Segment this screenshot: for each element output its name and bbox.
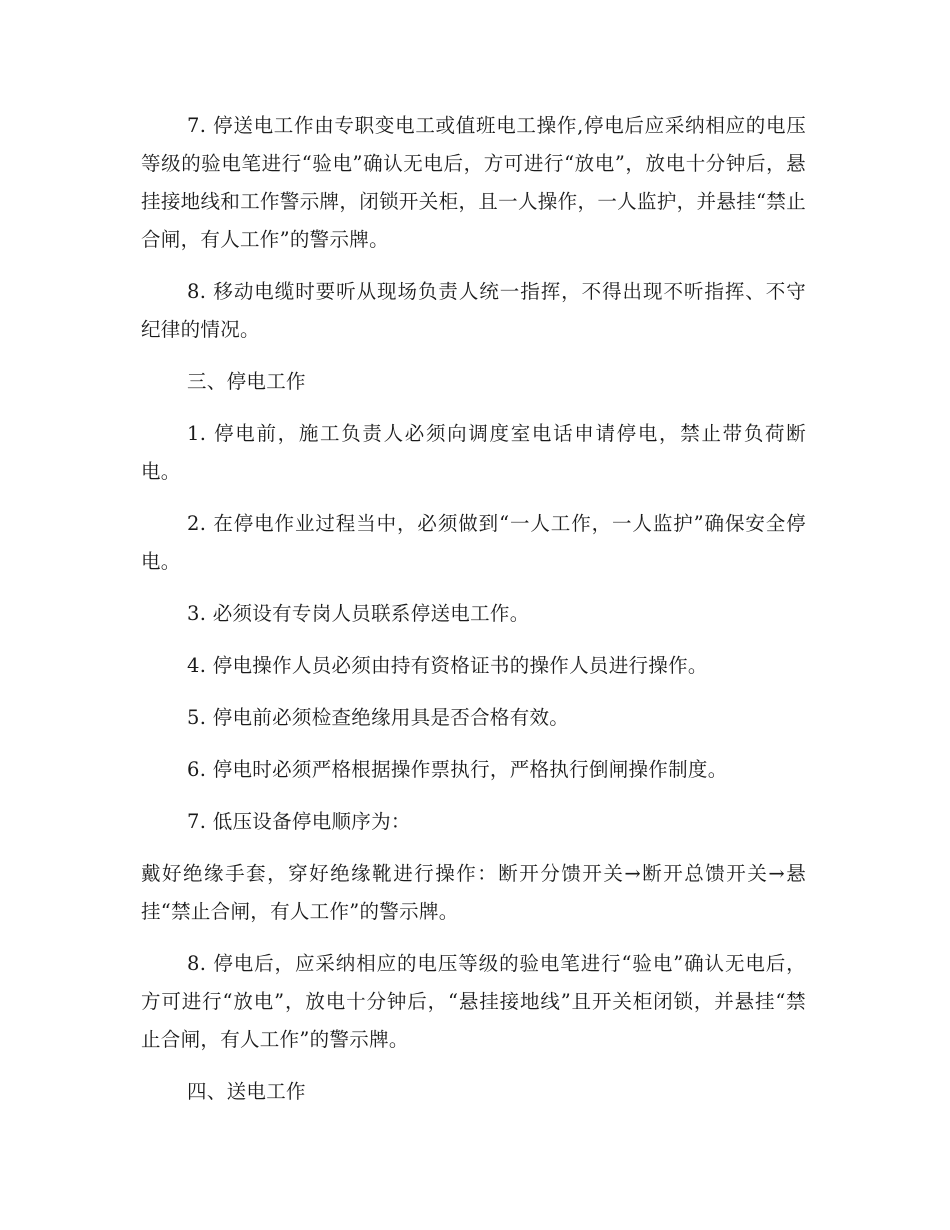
- paragraph-item-7-power-operation: 7. 停送电工作由专职变电工或值班电工操作,停电后应采纳相应的电压等级的验电笔进行“验电”确认无电后，方可进行“放电”，放电十分钟后，悬挂接地线和工作警示牌，闭锁开关柜，且一人操作，一人监护，并悬挂“禁止合闸，有人工作”的警示牌。: [141, 114, 806, 251]
- section-heading-power-on: 四、送电工作: [187, 1080, 306, 1103]
- paragraph-item-7-detail: 戴好绝缘手套，穿好绝缘靴进行操作：断开分馈开关→断开总馈开关→悬挂“禁止合闸，有人工作”的警示牌。: [141, 862, 806, 923]
- paragraph-item-4: 4. 停电操作人员必须由持有资格证书的操作人员进行操作。: [187, 654, 708, 677]
- paragraph-item-5: 5. 停电前必须检查绝缘用具是否合格有效。: [187, 706, 570, 729]
- paragraph-item-6: 6. 停电时必须严格根据操作票执行，严格执行倒闸操作制度。: [187, 758, 728, 781]
- paragraph-item-8-move-cable: 8. 移动电缆时要听从现场负责人统一指挥，不得出现不听指挥、不守纪律的情况。: [141, 280, 806, 341]
- paragraph-item-8: 8. 停电后，应采纳相应的电压等级的验电笔进行“验电”确认无电后，方可进行“放电”，放电十分钟后，“悬挂接地线”且开关柜闭锁，并悬挂“禁止合闸，有人工作”的警示牌。: [141, 952, 806, 1051]
- section-heading-power-off: 三、停电工作: [187, 370, 306, 393]
- paragraph-item-7: 7. 低压设备停电顺序为：: [187, 810, 411, 833]
- document-body: [141, 107, 806, 1125]
- paragraph-item-3: 3. 必须设有专岗人员联系停送电工作。: [187, 602, 530, 625]
- paragraph-item-1: 1. 停电前，施工负责人必须向调度室电话申请停电，禁止带负荷断电。: [141, 422, 806, 483]
- paragraph-item-2: 2. 在停电作业过程当中，必须做到“一人工作，一人监护”确保安全停电。: [141, 512, 806, 573]
